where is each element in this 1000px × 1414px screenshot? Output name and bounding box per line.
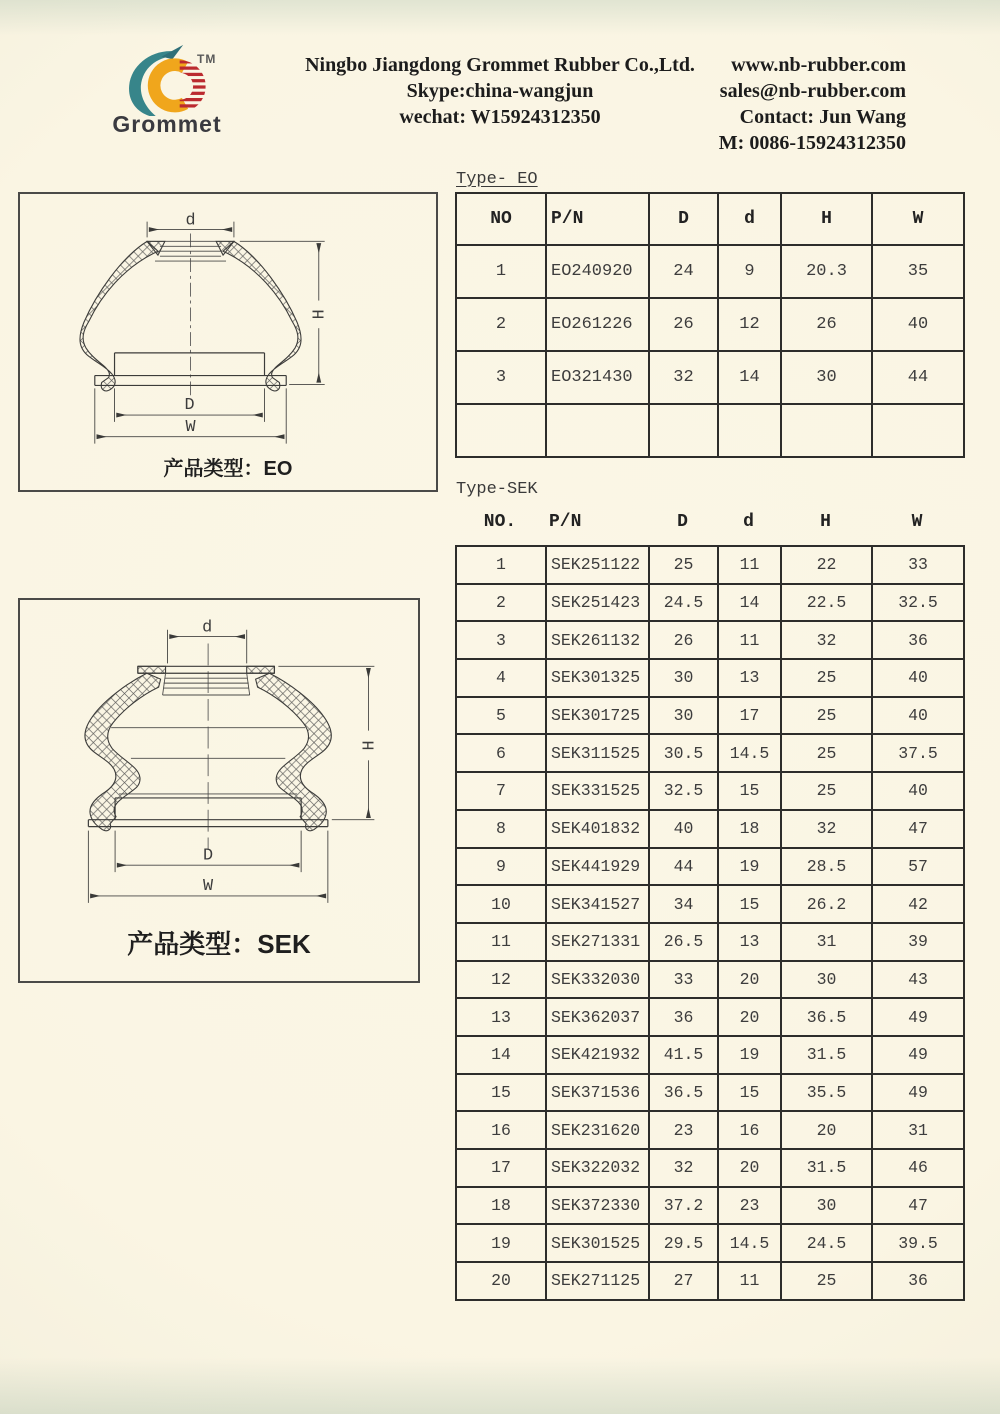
skype-line: Skype:china-wangjun (406, 80, 594, 102)
eo-table-title: Type- EO (456, 170, 538, 189)
table-cell: 16 (456, 1111, 546, 1149)
table-cell: 12 (456, 961, 546, 999)
sek-spec-table (455, 545, 965, 1301)
table-cell: 44 (872, 351, 964, 404)
table-cell: 14.5 (718, 734, 781, 772)
table-cell: 30 (649, 697, 718, 735)
table-cell: 35 (872, 245, 964, 298)
table-cell: SEK362037 (546, 998, 649, 1036)
table-cell: 40 (649, 810, 718, 848)
table-cell: 20.3 (781, 245, 872, 298)
table-cell: 6 (456, 734, 546, 772)
table-cell: 24 (649, 245, 718, 298)
contact-info-block (688, 52, 906, 156)
table-row (456, 923, 964, 961)
table-cell: 47 (872, 810, 964, 848)
table-cell: 15 (456, 1074, 546, 1112)
table-row (456, 351, 964, 404)
sek-col-H: H (820, 512, 831, 532)
table-cell: 17 (718, 697, 781, 735)
table-cell: 14.5 (718, 1224, 781, 1262)
table-cell: 27 (649, 1262, 718, 1300)
table-cell: 30 (781, 1187, 872, 1225)
table-row (456, 298, 964, 351)
table-cell: 26.5 (649, 923, 718, 961)
table-cell: 15 (718, 772, 781, 810)
table-cell: 49 (872, 1074, 964, 1112)
table-cell: 31 (872, 1111, 964, 1149)
table-cell: 46 (872, 1149, 964, 1187)
table-cell: 2 (456, 298, 546, 351)
eo-wall-right (223, 241, 301, 391)
table-cell: 30 (781, 351, 872, 404)
table-cell: 10 (456, 885, 546, 923)
eo-dim-D-label: D (184, 396, 195, 416)
table-cell: 32 (781, 810, 872, 848)
sek-wall-right (256, 673, 332, 831)
table-row (456, 772, 964, 810)
wechat-line: wechat: W15924312350 (399, 106, 601, 128)
table-cell: 39.5 (872, 1224, 964, 1262)
eo-wall-left (80, 241, 158, 391)
mobile-line: M: 0086-15924312350 (718, 132, 906, 154)
table-cell: 31.5 (781, 1036, 872, 1074)
table-row (456, 998, 964, 1036)
table-cell: 11 (718, 621, 781, 659)
table-cell: 4 (456, 659, 546, 697)
table-cell: 37.2 (649, 1187, 718, 1225)
table-cell (649, 404, 718, 457)
table-cell: 44 (649, 848, 718, 886)
table-row (456, 734, 964, 772)
table-cell: SEK301525 (546, 1224, 649, 1262)
sek-wall-left (85, 673, 161, 831)
contact-line: Contact: Jun Wang (739, 106, 906, 128)
table-cell: 23 (649, 1111, 718, 1149)
table-cell: 47 (872, 1187, 964, 1225)
table-cell: 40 (872, 659, 964, 697)
table-row (456, 546, 964, 584)
table-cell: 3 (456, 351, 546, 404)
table-cell: 31 (781, 923, 872, 961)
table-cell: 36.5 (649, 1074, 718, 1112)
table-cell: 36 (649, 998, 718, 1036)
table-cell: 30.5 (649, 734, 718, 772)
table-cell: 8 (456, 810, 546, 848)
table-cell (718, 404, 781, 457)
table-row (456, 697, 964, 735)
brand-name: Grommet (112, 111, 222, 137)
column-header: H (781, 193, 872, 245)
table-cell: EO240920 (546, 245, 649, 298)
table-cell: 30 (781, 961, 872, 999)
table-cell: 25 (781, 697, 872, 735)
table-cell: 25 (781, 1262, 872, 1300)
table-cell: 15 (718, 885, 781, 923)
sek-col-no: NO. (483, 512, 517, 532)
table-cell: SEK251122 (546, 546, 649, 584)
table-cell: 34 (649, 885, 718, 923)
table-cell: 37.5 (872, 734, 964, 772)
table-cell: 22.5 (781, 584, 872, 622)
table-row (456, 961, 964, 999)
table-cell: 32 (649, 1149, 718, 1187)
table-cell: 24.5 (649, 584, 718, 622)
eo-dim-W-label: W (185, 417, 196, 437)
table-cell: 19 (718, 848, 781, 886)
sek-col-D: D (677, 512, 688, 532)
table-row (456, 659, 964, 697)
table-cell: 26 (649, 621, 718, 659)
table-cell: 26 (649, 298, 718, 351)
sek-col-pn: P/N (549, 512, 582, 532)
table-cell: 36 (872, 621, 964, 659)
table-cell: SEK331525 (546, 772, 649, 810)
table-cell: 1 (456, 546, 546, 584)
table-cell: 24.5 (781, 1224, 872, 1262)
table-cell: SEK401832 (546, 810, 649, 848)
table-cell: 19 (456, 1224, 546, 1262)
table-cell: 13 (456, 998, 546, 1036)
table-cell: 14 (456, 1036, 546, 1074)
table-cell: 28.5 (781, 848, 872, 886)
table-cell: 32 (781, 621, 872, 659)
table-row (456, 404, 964, 457)
table-cell: 35.5 (781, 1074, 872, 1112)
table-cell: SEK261132 (546, 621, 649, 659)
table-cell: SEK332030 (546, 961, 649, 999)
table-cell: 23 (718, 1187, 781, 1225)
table-cell: 25 (649, 546, 718, 584)
table-cell: 15 (718, 1074, 781, 1112)
table-cell: 11 (718, 546, 781, 584)
eo-caption: 产品类型：EO (163, 458, 293, 480)
table-cell: 13 (718, 659, 781, 697)
email-line: sales@nb-rubber.com (719, 80, 906, 102)
table-cell: SEK311525 (546, 734, 649, 772)
table-cell: 32 (649, 351, 718, 404)
sek-flange-cap-left (138, 666, 166, 673)
sek-neck-ribs (163, 673, 250, 695)
table-row (456, 810, 964, 848)
eo-spec-table (455, 192, 965, 458)
table-cell: 57 (872, 848, 964, 886)
table-cell: 31.5 (781, 1149, 872, 1187)
table-row (456, 848, 964, 886)
table-cell: SEK441929 (546, 848, 649, 886)
table-cell: 14 (718, 351, 781, 404)
table-cell (781, 404, 872, 457)
table-row (456, 621, 964, 659)
sek-dim-d-label: d (202, 618, 213, 638)
table-cell: 30 (649, 659, 718, 697)
sek-dim-W-label: W (203, 876, 214, 896)
table-cell: SEK372330 (546, 1187, 649, 1225)
table-cell: 17 (456, 1149, 546, 1187)
table-cell: 14 (718, 584, 781, 622)
sek-table-title: Type-SEK (456, 480, 538, 499)
table-cell: 20 (718, 961, 781, 999)
table-cell: 39 (872, 923, 964, 961)
table-cell: 5 (456, 697, 546, 735)
table-cell: 25 (781, 772, 872, 810)
table-cell: 41.5 (649, 1036, 718, 1074)
table-cell: 22 (781, 546, 872, 584)
table-cell: 49 (872, 1036, 964, 1074)
table-row (456, 885, 964, 923)
trademark-symbol: TM (197, 52, 217, 66)
column-header: P/N (546, 193, 649, 245)
table-row (456, 1187, 964, 1225)
table-cell: 25 (781, 734, 872, 772)
table-cell: 1 (456, 245, 546, 298)
table-cell: 32.5 (649, 772, 718, 810)
table-cell: 40 (872, 298, 964, 351)
table-cell: SEK371536 (546, 1074, 649, 1112)
table-cell: 32.5 (872, 584, 964, 622)
table-cell: 40 (872, 697, 964, 735)
table-cell: 20 (718, 998, 781, 1036)
table-cell: EO261226 (546, 298, 649, 351)
table-cell: SEK322032 (546, 1149, 649, 1187)
eo-drawing-box (18, 192, 438, 492)
table-row (456, 1074, 964, 1112)
column-header: NO (456, 193, 546, 245)
table-cell: SEK421932 (546, 1036, 649, 1074)
table-cell: 2 (456, 584, 546, 622)
table-cell: 11 (718, 1262, 781, 1300)
table-cell: SEK301325 (546, 659, 649, 697)
sek-dim-h-label: H (360, 740, 380, 751)
table-cell: 33 (649, 961, 718, 999)
eo-dim-h-label: H (310, 309, 330, 320)
column-header: d (718, 193, 781, 245)
table-cell: 25 (781, 659, 872, 697)
table-cell: 7 (456, 772, 546, 810)
table-cell: SEK271331 (546, 923, 649, 961)
table-cell: EO321430 (546, 351, 649, 404)
table-cell: SEK231620 (546, 1111, 649, 1149)
table-cell: 16 (718, 1111, 781, 1149)
table-cell: 36 (872, 1262, 964, 1300)
table-header-row (456, 193, 964, 245)
table-cell: 19 (718, 1036, 781, 1074)
table-cell: SEK341527 (546, 885, 649, 923)
table-cell: 12 (718, 298, 781, 351)
company-name: Ningbo Jiangdong Grommet Rubber Co.,Ltd. (305, 54, 695, 76)
table-cell: 3 (456, 621, 546, 659)
table-cell: 20 (781, 1111, 872, 1149)
table-cell: 26.2 (781, 885, 872, 923)
table-cell: 40 (872, 772, 964, 810)
table-cell (456, 404, 546, 457)
table-row (456, 584, 964, 622)
website-line: www.nb-rubber.com (731, 54, 906, 76)
table-cell: 20 (718, 1149, 781, 1187)
table-row (456, 1149, 964, 1187)
table-row (456, 245, 964, 298)
sek-col-d: d (743, 512, 754, 532)
sek-flange-cap-right (247, 666, 275, 673)
sek-dim-D-label: D (203, 846, 214, 866)
table-row (456, 1262, 964, 1300)
table-cell: SEK251423 (546, 584, 649, 622)
sek-col-W: W (911, 512, 923, 532)
sek-caption: 产品类型：SEK (127, 929, 311, 959)
table-cell (872, 404, 964, 457)
table-cell: 33 (872, 546, 964, 584)
sek-table-header-row (455, 506, 963, 542)
table-cell: SEK301725 (546, 697, 649, 735)
table-cell: 29.5 (649, 1224, 718, 1262)
column-header: W (872, 193, 964, 245)
table-cell: 18 (718, 810, 781, 848)
table-cell: 42 (872, 885, 964, 923)
eo-technical-drawing (20, 194, 436, 490)
column-header: D (649, 193, 718, 245)
eo-dim-d-label: d (185, 211, 196, 231)
table-cell: 26 (781, 298, 872, 351)
table-cell: 20 (456, 1262, 546, 1300)
company-info-block (275, 52, 725, 130)
table-row (456, 1111, 964, 1149)
table-cell (546, 404, 649, 457)
sek-drawing-box (18, 598, 420, 983)
table-cell: 36.5 (781, 998, 872, 1036)
table-cell: 18 (456, 1187, 546, 1225)
table-cell: 13 (718, 923, 781, 961)
table-cell: 11 (456, 923, 546, 961)
table-row (456, 1224, 964, 1262)
table-cell: 43 (872, 961, 964, 999)
table-cell: 9 (456, 848, 546, 886)
table-row (456, 1036, 964, 1074)
table-cell: 9 (718, 245, 781, 298)
table-cell: SEK271125 (546, 1262, 649, 1300)
table-cell: 49 (872, 998, 964, 1036)
